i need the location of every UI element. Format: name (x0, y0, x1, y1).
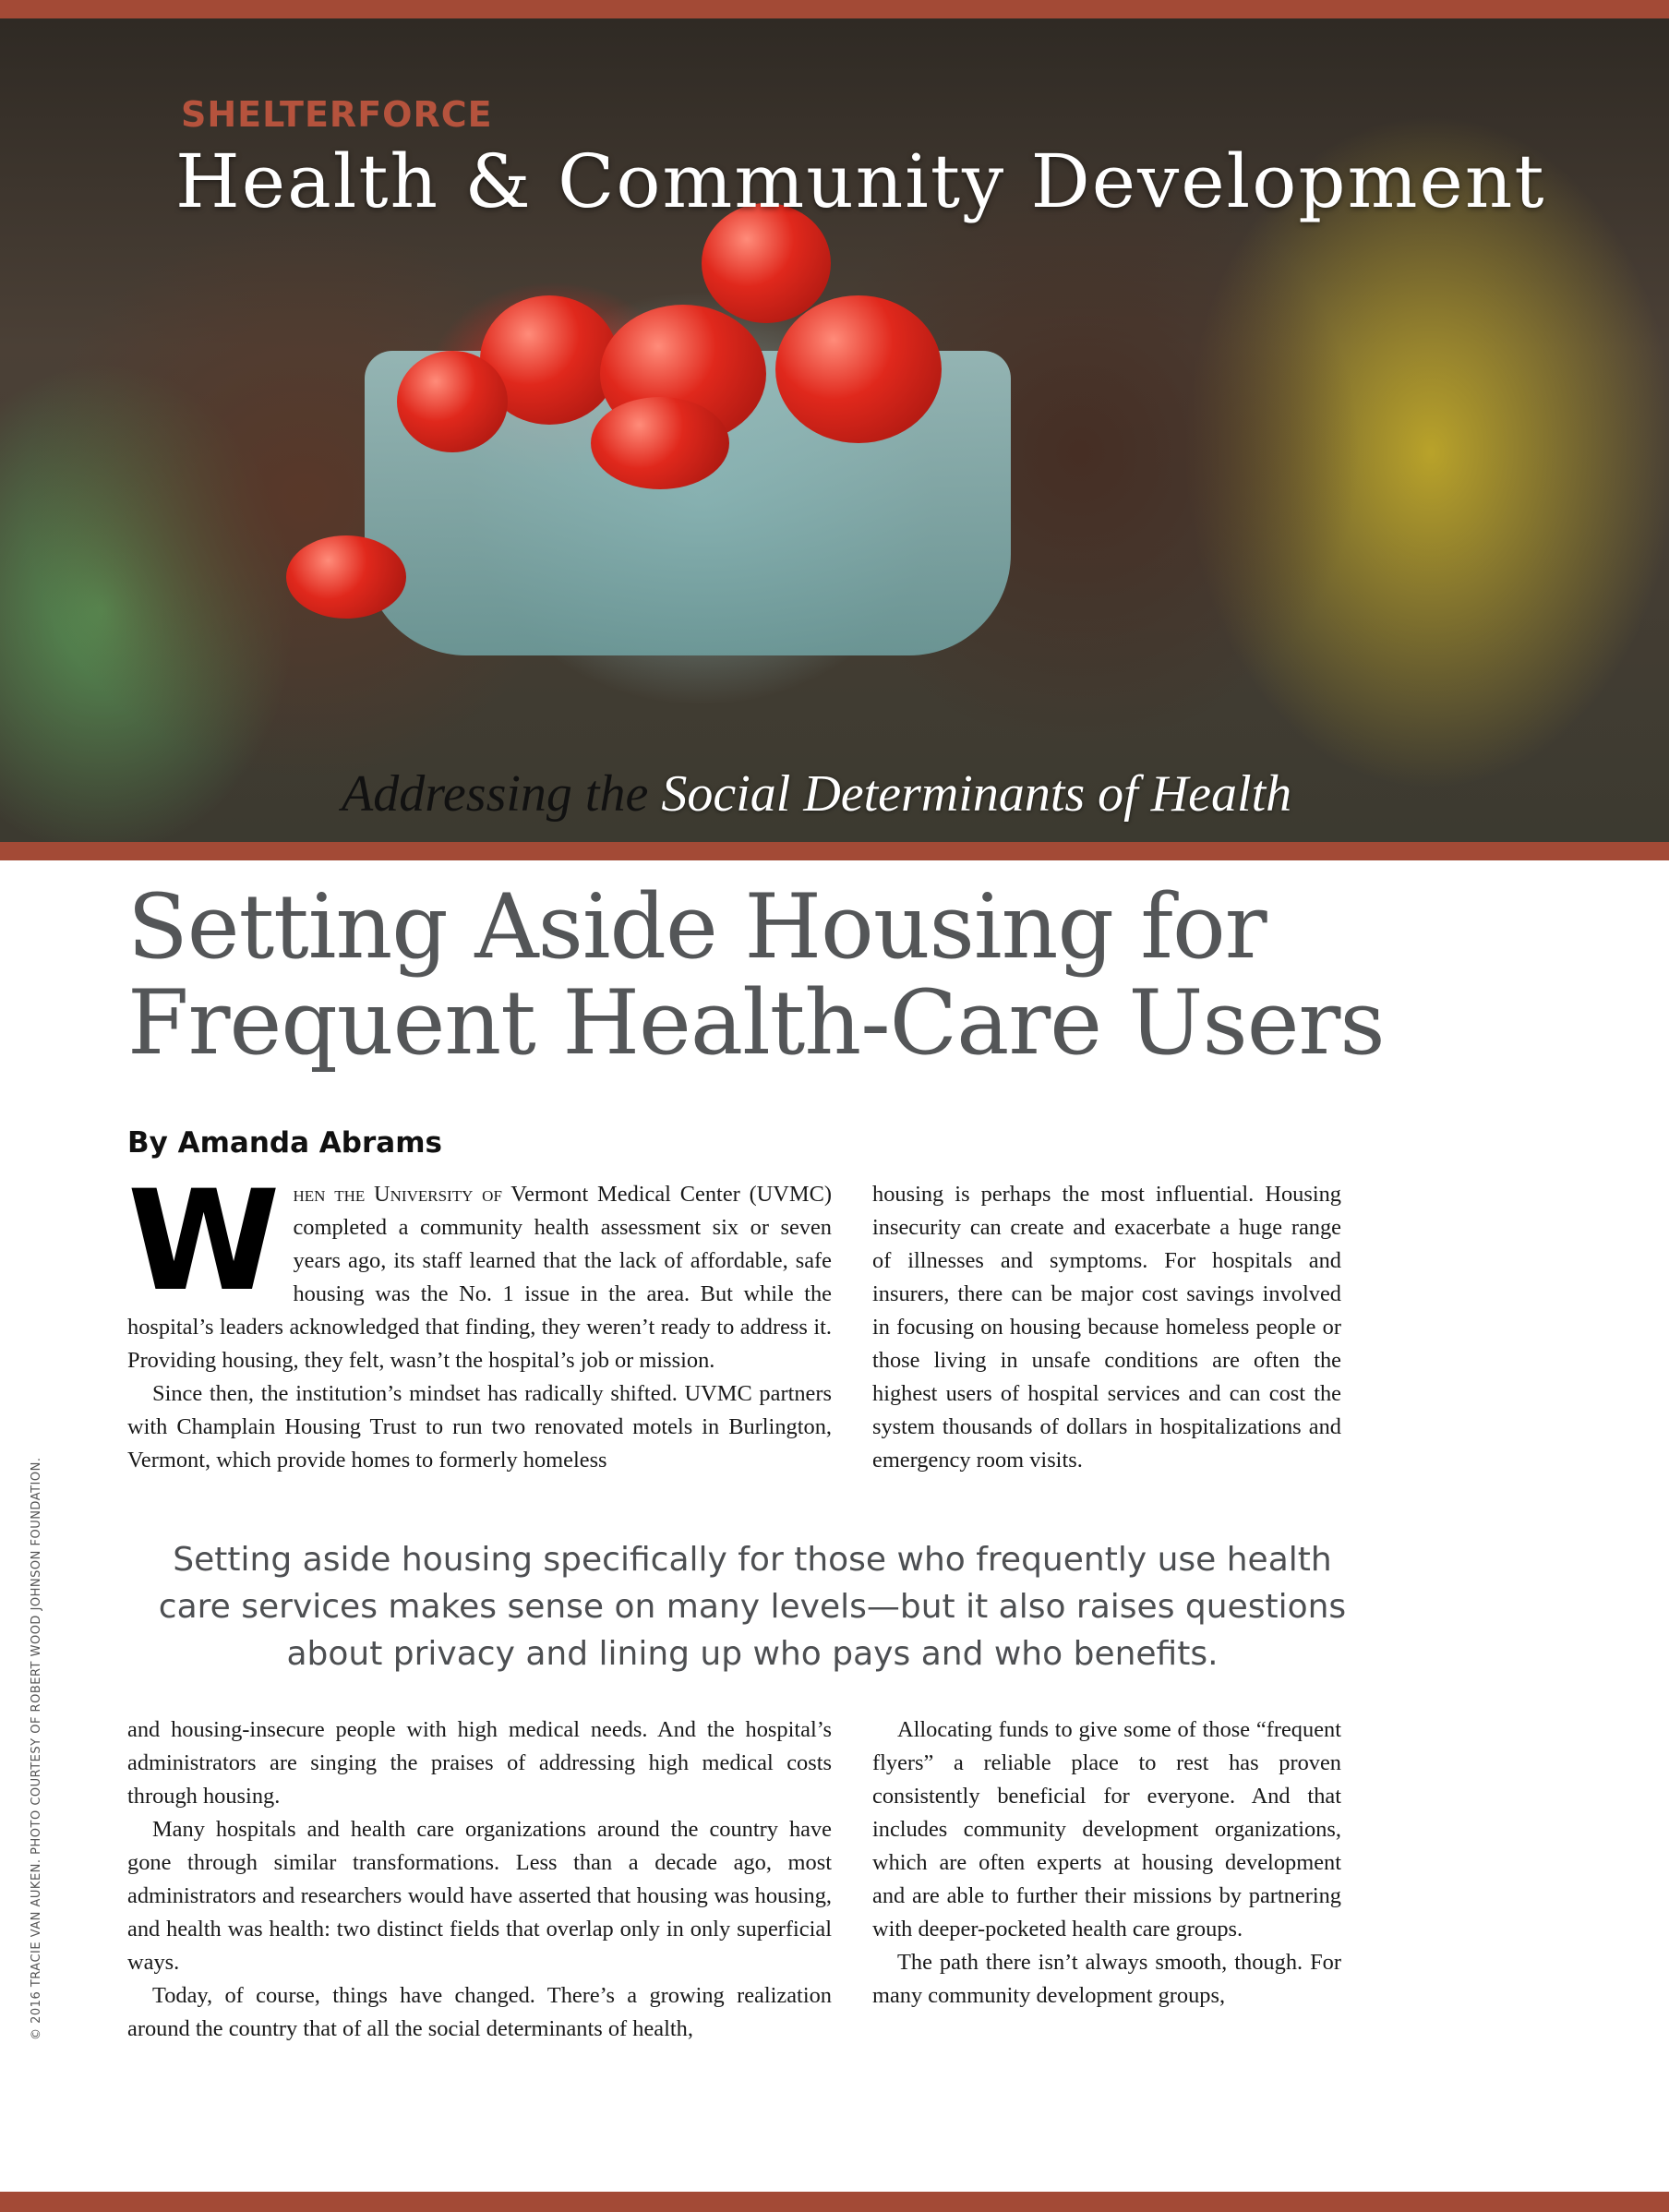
paragraph: housing is perhaps the most influential. Housing insecurity can create and exacerbate a huge range of illnesses and symptoms. For hospitals and insurers, there can be major cost savings involved in focusing on housing because homeless people or those living in unsafe conditions are often the highest users of hospital services and can cost the system thousands of dollars in hospitalizations and emergency room visits. (872, 1182, 1341, 1473)
hero-subtitle (342, 764, 1291, 823)
column-right-top (872, 1178, 1341, 1477)
article-title-line1: Setting Aside Housing for (127, 875, 1267, 979)
paragraph: The path there isn’t always smooth, though. For many community development groups, (872, 1950, 1341, 2008)
hero-subtitle-part1: Addressing the (342, 765, 662, 823)
pull-quote: Setting aside housing specifically for those who frequently use health care services makes sense on many levels—but it also raises questions about privacy and lining up who pays and who benefits. (158, 1541, 1347, 1673)
top-rule (0, 0, 1669, 18)
article-title (127, 875, 1604, 1075)
paragraph: Many hospitals and health care organizations around the country have gone through similar transformations. Less than a decade ago, most administrators and researchers would have asserted that housing was housing, and health was health: two distinct fields that overlap only in only superficial ways. (127, 1817, 832, 1975)
column-right-bottom (872, 1713, 1341, 2013)
section-title: Health & Community Development (175, 138, 1546, 224)
lead-smallcaps: hen the University of (293, 1182, 502, 1207)
paragraph: Since then, the institution’s mindset has radically shifted. UVMC partners with Champlain Housing Trust to run two renovated motels in Burlington, Vermont, which provide homes to formerly homeless (127, 1381, 832, 1473)
hero-divider (0, 842, 1669, 860)
lead-paragraph (127, 1161, 832, 1377)
brand-logo: SHELTERFORCE (181, 94, 493, 135)
photo-credit: © 2016 TRACIE VAN AUKEN. PHOTO COURTESY OF ROBERT WOOD JOHNSON FOUNDATION. (30, 1457, 43, 2040)
byline: By Amanda Abrams (127, 1126, 442, 1160)
column-left-bottom (127, 1713, 832, 2046)
lead-text: Vermont Medical Center (UVMC) completed a community health assessment six or seven years ago, its staff learned that the lack of affordable, safe housing was the No. 1 issue in the area. But while the hospital’s leaders acknowledged that finding, they weren’t ready to address it. Providing housing, they felt, wasn’t the hospital’s job or mission. (127, 1182, 832, 1373)
bottom-rule (0, 2192, 1669, 2212)
hero-tomato (397, 351, 508, 452)
hero-tomato (286, 535, 406, 619)
drop-cap: W (127, 1161, 281, 1322)
hero-tomato (591, 397, 729, 489)
hero-tomato (775, 295, 942, 443)
article-title-line2: Frequent Health-Care Users (127, 971, 1385, 1075)
hero-photo (0, 18, 1669, 842)
paragraph: Today, of course, things have changed. There’s a growing realization around the country that of all the social determinants of health, (127, 1983, 832, 2041)
paragraph: and housing-insecure people with high medical needs. And the hospital’s administrators are singing the praises of addressing high medical costs through housing. (127, 1717, 832, 1809)
hero-subtitle-part2: Social Determinants of Health (661, 765, 1292, 823)
paragraph: Allocating funds to give some of those “frequent flyers” a reliable place to rest has proven consistently beneficial for everyone. And that includes community development organizations, which are often experts at housing development and are able to further their missions by partnering with deeper-pocketed health care groups. (872, 1717, 1341, 1942)
column-left-top (127, 1161, 832, 1477)
